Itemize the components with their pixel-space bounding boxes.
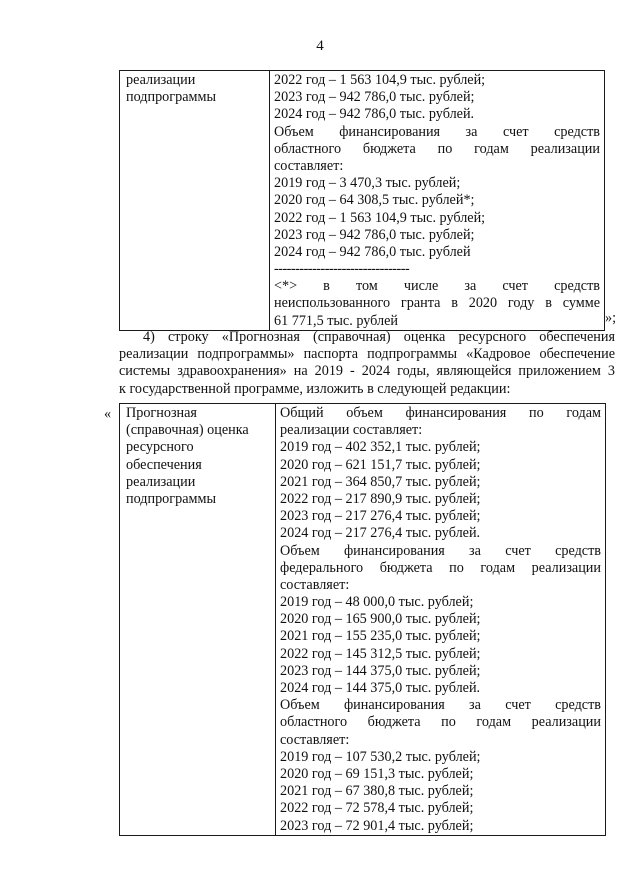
label-line: обеспечения bbox=[126, 456, 202, 473]
funding-heading-line: составляет: bbox=[274, 157, 344, 174]
label-line: ресурсного bbox=[126, 439, 194, 456]
funding-heading-line: Объем финансирования за счет средств bbox=[280, 697, 601, 714]
funding-line: 2022 год – 145 312,5 тыс. рублей; bbox=[280, 645, 481, 662]
label-line: реализации bbox=[126, 473, 196, 490]
funding-heading-line: реализации составляет: bbox=[280, 422, 423, 439]
label-line: Прогнозная bbox=[126, 405, 197, 421]
funding-line: 2022 год – 1 563 104,9 тыс. рублей; bbox=[274, 72, 486, 88]
table1-content-cell bbox=[270, 71, 605, 331]
paragraph-line: к государственной программе, изложить в следующей редакции: bbox=[119, 380, 511, 397]
funding-line: 2020 год – 621 151,7 тыс. рублей; bbox=[280, 456, 481, 473]
funding-table-new bbox=[119, 403, 606, 836]
funding-line: 2023 год – 144 375,0 тыс. рублей; bbox=[280, 662, 481, 679]
funding-heading-line: областного бюджета по годам реализации bbox=[280, 714, 601, 731]
paragraph-item-4 bbox=[119, 329, 615, 398]
paragraph-line: реализации подпрограммы» паспорта подпрограммы «Кадровое обеспечение bbox=[119, 346, 615, 363]
funding-line: 2020 год – 64 308,5 тыс. рублей*; bbox=[274, 192, 475, 209]
funding-line: 2022 год – 217 890,9 тыс. рублей; bbox=[280, 490, 481, 507]
funding-heading-line: Объем финансирования за счет средств bbox=[280, 542, 601, 559]
funding-heading-line: областного бюджета по годам реализации bbox=[274, 140, 600, 157]
label-line: подпрограммы bbox=[126, 490, 216, 507]
funding-line: 2021 год – 364 850,7 тыс. рублей; bbox=[280, 473, 481, 490]
label-line: (справочная) оценка bbox=[126, 422, 249, 439]
funding-line: 2023 год – 72 901,4 тыс. рублей; bbox=[280, 817, 474, 834]
paragraph-line: системы здравоохранения» на 2019 - 2024 годы, являющейся приложением 3 bbox=[119, 363, 615, 380]
table2-label-cell bbox=[120, 404, 276, 836]
funding-line: 2021 год – 67 380,8 тыс. рублей; bbox=[280, 783, 474, 800]
funding-heading-line: составляет: bbox=[280, 731, 350, 748]
funding-line: 2020 год – 165 900,0 тыс. рублей; bbox=[280, 611, 481, 628]
funding-line: 2019 год – 402 352,1 тыс. рублей; bbox=[280, 439, 481, 456]
funding-line: 2024 год – 217 276,4 тыс. рублей. bbox=[280, 525, 481, 542]
page-number: 4 bbox=[316, 38, 324, 54]
table1-label-cell bbox=[120, 71, 270, 331]
funding-line: 2024 год – 942 786,0 тыс. рублей. bbox=[274, 106, 475, 123]
label-line: реализации bbox=[126, 72, 196, 88]
funding-heading-line: составляет: bbox=[280, 576, 350, 593]
funding-line: 2023 год – 942 786,0 тыс. рублей; bbox=[274, 226, 475, 243]
funding-heading-line: федерального бюджета по годам реализации bbox=[280, 559, 601, 576]
closing-quote: »; bbox=[605, 310, 617, 326]
paragraph-line: 4) строку «Прогнозная (справочная) оценка ресурсного обеспечения bbox=[143, 329, 615, 345]
footnote-line: 61 771,5 тыс. рублей bbox=[274, 312, 398, 329]
opening-quote: « bbox=[104, 406, 112, 422]
funding-line: 2024 год – 942 786,0 тыс. рублей bbox=[274, 243, 471, 260]
label-line: подпрограммы bbox=[126, 89, 216, 106]
funding-line: 2022 год – 72 578,4 тыс. рублей; bbox=[280, 800, 474, 817]
footnote-line: неиспользованного гранта в 2020 году в сумме bbox=[274, 295, 600, 312]
funding-line: 2022 год – 1 563 104,9 тыс. рублей; bbox=[274, 209, 486, 226]
funding-line: 2020 год – 69 151,3 тыс. рублей; bbox=[280, 765, 474, 782]
funding-line: 2021 год – 155 235,0 тыс. рублей; bbox=[280, 628, 481, 645]
funding-heading-line: Объем финансирования за счет средств bbox=[274, 123, 600, 140]
funding-line: 2019 год – 107 530,2 тыс. рублей; bbox=[280, 748, 481, 765]
table2-content-cell bbox=[276, 404, 606, 836]
funding-line: 2019 год – 48 000,0 тыс. рублей; bbox=[280, 594, 474, 611]
funding-heading-line: Общий объем финансирования по годам bbox=[280, 405, 601, 421]
footnote-separator: -------------------------------- bbox=[274, 261, 410, 278]
footnote-line: <*> в том числе за счет средств bbox=[274, 278, 600, 295]
funding-line: 2019 год – 3 470,3 тыс. рублей; bbox=[274, 175, 461, 192]
funding-line: 2024 год – 144 375,0 тыс. рублей. bbox=[280, 680, 481, 696]
funding-line: 2023 год – 217 276,4 тыс. рублей; bbox=[280, 508, 481, 525]
funding-table-continued bbox=[119, 70, 605, 331]
funding-line: 2023 год – 942 786,0 тыс. рублей; bbox=[274, 89, 475, 106]
